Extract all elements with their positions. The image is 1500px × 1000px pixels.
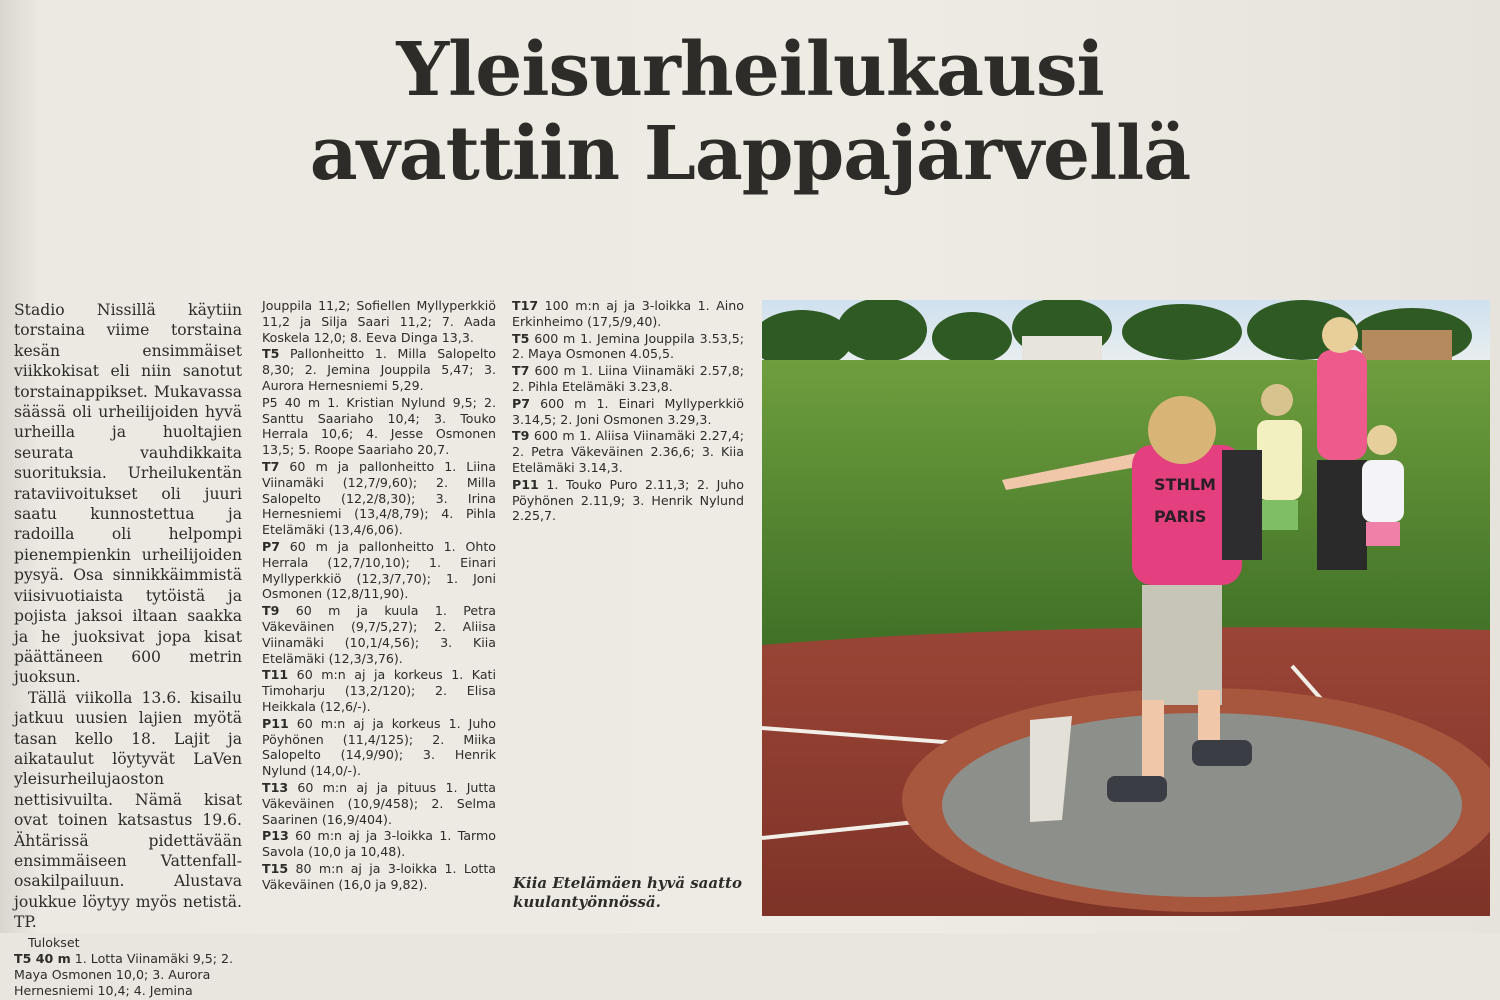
result-text: 600 m 1. Liina Viinamäki 2.57,8; 2. Pihla Etelämäki 3.23,8. — [512, 363, 744, 394]
result-entry — [262, 298, 496, 345]
result-text: Pallonheitto 1. Milla Salopelto 8,30; 2. Jemina Jouppila 5,47; 3. Aurora Hernesniemi 5,29. — [262, 346, 496, 393]
shirt-print: STHLM — [1154, 475, 1216, 494]
result-entry — [14, 951, 242, 998]
result-event: P7 — [262, 538, 280, 554]
result-event: T5 — [262, 346, 280, 362]
result-entry — [512, 363, 744, 395]
result-entry — [262, 603, 496, 666]
body-paragraph: Tällä viikolla 13.6. kisailu jatkuu uusien lajien myötä tasan kello 18. Lajit ja aikataulut löytyvät LaVen yleisurheilujaoston nettisivuilta. Nämä kisat ovat toinen katsastus 19.6. Ähtärissä pidettävään ensimmäiseen Vattenfall-osakilpailuun. Alustava joukkue löytyy myös netistä. TP. — [14, 688, 242, 932]
article-headline — [60, 28, 1440, 196]
result-event: T11 — [262, 667, 289, 683]
result-entry — [262, 861, 496, 893]
result-text: 60 m:n aj ja 3-loikka 1. Tarmo Savola (10,0 ja 10,48). — [262, 828, 496, 860]
result-text: 60 m:n aj ja korkeus 1. Juho Pöyhönen (11,4/125); 2. Miika Salopelto (14,9/90); 3. Henrik Nylund (14,0/-). — [262, 715, 496, 779]
result-entry — [262, 346, 496, 393]
result-text: P5 40 m 1. Kristian Nylund 9,5; 2. Santtu Saariaho 10,4; 3. Touko Herrala 10,6; 4. Jesse Osmonen 13,5; 5. Roope Saariaho 20,7. — [262, 394, 496, 458]
photo-caption — [513, 874, 753, 912]
result-text: 100 m:n aj ja 3-loikka 1. Aino Erkinheimo (17,5/9,40). — [512, 298, 744, 329]
headline-line-1: Yleisurheilukausi — [396, 27, 1104, 113]
result-entry — [262, 539, 496, 602]
result-event: P7 — [512, 395, 530, 411]
result-entry — [512, 428, 744, 475]
standing-adult — [1317, 317, 1367, 570]
result-entry — [262, 716, 496, 779]
result-entry — [512, 298, 744, 330]
result-event: T9 — [512, 428, 530, 444]
result-event: T17 — [512, 298, 539, 313]
result-event: T7 — [262, 458, 280, 474]
house — [1022, 336, 1102, 360]
article-column-1 — [14, 300, 242, 1000]
result-event: T7 — [512, 363, 530, 379]
result-text: 80 m:n aj ja 3-loikka 1. Lotta Väkeväinen (16,0 ja 9,82). — [262, 860, 496, 892]
result-text: 600 m 1. Aliisa Viinamäki 2.27,4; 2. Petra Väkeväinen 2.36,6; 3. Kiia Etelämäki 3.14,3. — [512, 428, 744, 475]
result-text: 1. Lotta Viinamäki 9,5; 2. Maya Osmonen 10,0; 3. Aurora Hernesniemi 10,4; 4. Jemina — [14, 951, 234, 998]
body-paragraph: Stadio Nissillä käytiin torstaina viime torstaina kesän ensimmäiset viikkokisat eli niin sanotut torstainappikset. Mukavassa säässä oli urheilijoiden hyvä urheilla ja huoltajien seurata vauhdikkaita suorituksia. Urheilukentän rataviivoitukset oli juuri saatu kunnostettua ja radoilla oli helpompi pienempienkin urheilijoiden pysyä. Osa sinnikkäimmistä viisivuotiaista tytöistä ja pojista jaksoi iltaan saakka ja he juoksivat jopa kisat päättäneen 600 metrin juoksun. — [14, 301, 242, 687]
result-entry — [262, 667, 496, 714]
result-event: P11 — [262, 715, 289, 731]
results-heading: Tulokset — [28, 934, 80, 950]
results-column-3 — [512, 298, 744, 525]
result-entry — [262, 459, 496, 538]
result-entry — [512, 396, 744, 428]
result-text: Jouppila 11,2; Sofiellen Myllyperkkiö 11,2 ja Silja Saari 11,2; 7. Aada Koskela 12,0; 8. Eeva Dinga 13,3. — [262, 298, 496, 345]
shirt-print: PARIS — [1154, 507, 1207, 526]
article-photo — [762, 300, 1490, 916]
result-entry — [262, 828, 496, 860]
results-column-2 — [262, 298, 496, 893]
result-event: P13 — [262, 828, 289, 844]
stroller — [1222, 450, 1262, 560]
house — [1362, 330, 1452, 364]
headline-line-2: avattiin Lappajärvellä — [309, 111, 1191, 197]
result-entry — [262, 395, 496, 458]
caption-line: Kiia Etelämäen hyvä saatto — [513, 874, 742, 892]
results-list-start — [14, 935, 242, 999]
result-text: 60 m ja pallonheitto 1. Ohto Herrala (12,7/10,10); 1. Einari Myllyperkkiö (12,3/7,70); 1. Joni Osmonen (12,8/11,90). — [262, 538, 496, 602]
result-event: T15 — [262, 860, 289, 876]
result-entry — [262, 780, 496, 827]
result-text: 60 m ja kuula 1. Petra Väkeväinen (9,7/5,27); 2. Aliisa Viinamäki (10,1/4,56); 3. Kiia Etelämäki (12,3/3,76). — [262, 603, 496, 666]
result-event: T13 — [262, 779, 289, 795]
photo-illustration — [762, 300, 1490, 916]
result-text: 600 m 1. Einari Myllyperkkiö 3.14,5; 2. Joni Osmonen 3.29,3. — [512, 395, 744, 427]
result-text: 600 m 1. Jemina Jouppila 3.53,5; 2. Maya Osmonen 4.05,5. — [512, 330, 744, 362]
result-event: P11 — [512, 476, 539, 492]
caption-line: kuulantyönnössä. — [513, 893, 661, 911]
result-event: T5 — [512, 330, 530, 346]
result-event: T9 — [262, 603, 280, 619]
result-event: T5 40 m — [14, 951, 71, 967]
result-text: 1. Touko Puro 2.11,3; 2. Juho Pöyhönen 2.11,9; 3. Henrik Nylund 2.25,7. — [512, 476, 744, 524]
result-text: 60 m:n aj ja pituus 1. Jutta Väkeväinen (10,9/458); 2. Selma Saarinen (16,9/404). — [262, 779, 496, 827]
result-entry — [512, 331, 744, 363]
result-text: 60 m:n aj ja korkeus 1. Kati Timoharju (13,2/120); 2. Elisa Heikkala (12,6/-). — [262, 667, 496, 714]
result-entry — [512, 477, 744, 524]
result-text: 60 m ja pallonheitto 1. Liina Viinamäki (12,7/9,60); 2. Milla Salopelto (12,2/8,30); 3. Irina Hernesniemi (13,4/8,79); 4. Pihla Etelämäki (13,4/6,06). — [262, 458, 496, 538]
